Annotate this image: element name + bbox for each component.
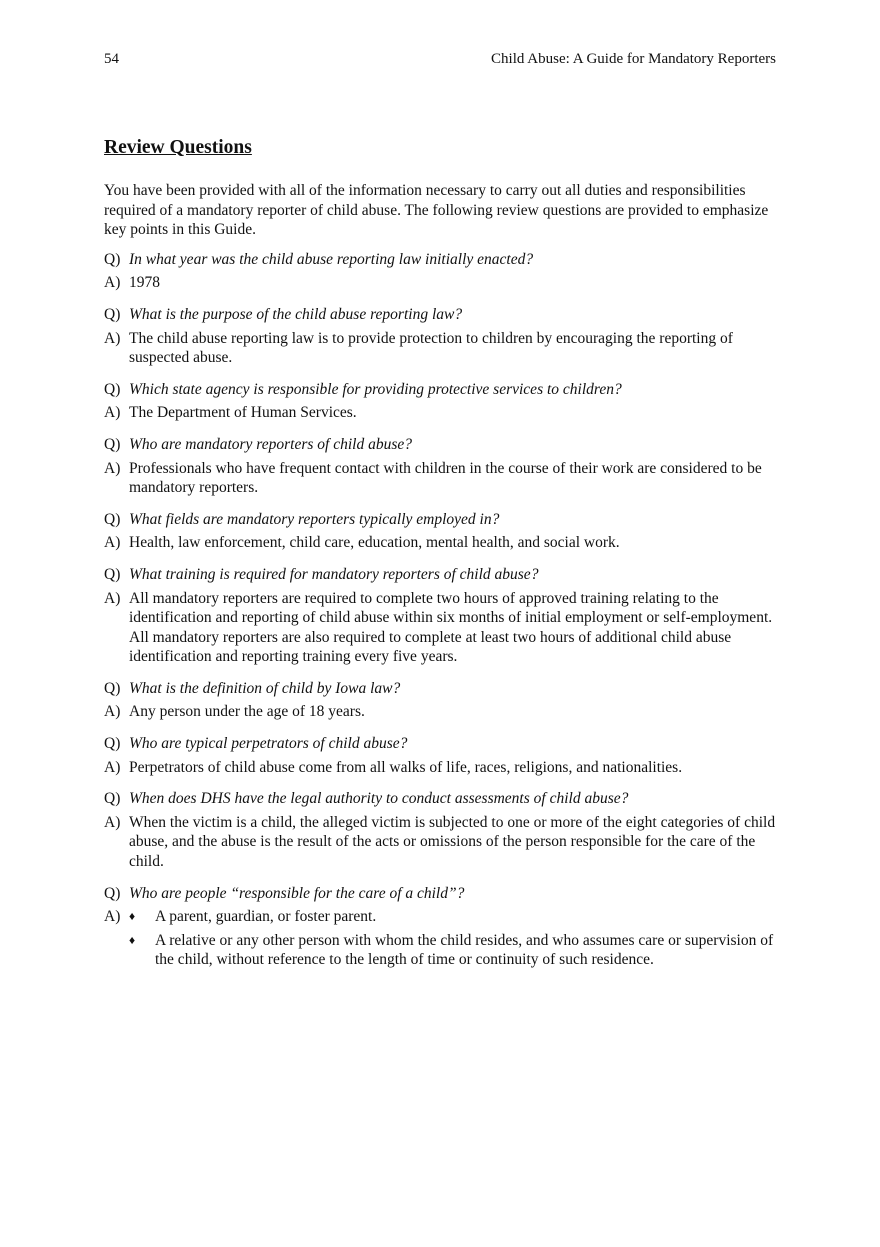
answer [104, 758, 776, 778]
answer-label: A) [104, 459, 121, 477]
question-text: Who are typical perpetrators of child abuse? [129, 735, 408, 753]
answer-label: A) [104, 329, 121, 347]
qa-item [104, 250, 776, 293]
answer [104, 273, 776, 293]
answer-text: Professionals who have frequent contact with children in the course of their work are considered to be mandatory reporters. [129, 459, 762, 497]
answer [104, 459, 776, 498]
answer-label: A) [104, 758, 121, 776]
question [104, 565, 776, 585]
qa-item [104, 435, 776, 498]
answer-text: The child abuse reporting law is to provide protection to children by encouraging the reporting of suspected abuse. [129, 329, 733, 367]
question-text: When does DHS have the legal authority to conduct assessments of child abuse? [129, 790, 629, 808]
qa-item [104, 679, 776, 722]
answer [104, 329, 776, 368]
answer-text: Any person under the age of 18 years. [129, 703, 365, 721]
answer-text: Health, law enforcement, child care, education, mental health, and social work. [129, 534, 620, 552]
bullet-text: A parent, guardian, or foster parent. [155, 908, 377, 926]
running-title: Child Abuse: A Guide for Mandatory Reporters [491, 51, 776, 67]
answer [104, 589, 776, 667]
question-text: What training is required for mandatory reporters of child abuse? [129, 565, 539, 583]
question [104, 789, 776, 809]
question [104, 510, 776, 530]
question [104, 305, 776, 325]
page-header [104, 51, 776, 68]
qa-item [104, 305, 776, 368]
question-text: In what year was the child abuse reporting law initially enacted? [129, 250, 534, 268]
question-text: Who are mandatory reporters of child abuse? [129, 435, 412, 453]
qa-item [104, 510, 776, 553]
diamond-bullet-icon: ♦ [129, 932, 136, 947]
intro-paragraph: You have been provided with all of the information necessary to carry out all duties and responsibilities required of a mandatory reporter of child abuse. The following review questions are provided to emphasize key points in this Guide. [104, 182, 769, 239]
bullet-item [129, 931, 776, 970]
answer [104, 702, 776, 722]
diamond-bullet-icon: ♦ [129, 909, 136, 924]
bullet-text: A relative or any other person with whom the child resides, and who assumes care or supervision of the child, without reference to the length of time or continuity of such residence. [155, 931, 774, 969]
question-label: Q) [104, 380, 121, 398]
answer-text: Perpetrators of child abuse come from all walks of life, races, religions, and nationalities. [129, 758, 683, 776]
qa-item [104, 380, 776, 423]
question-text: What is the definition of child by Iowa law? [129, 679, 401, 697]
qa-item [104, 565, 776, 667]
question [104, 679, 776, 699]
answer-bullets [129, 907, 776, 974]
bullet-item [129, 907, 776, 927]
question [104, 435, 776, 455]
question-label: Q) [104, 510, 121, 528]
question-text: Which state agency is responsible for providing protective services to children? [129, 380, 622, 398]
question-label: Q) [104, 305, 121, 323]
question [104, 884, 776, 904]
answer [104, 533, 776, 553]
question-label: Q) [104, 565, 121, 583]
section-title: Review Questions [104, 137, 252, 158]
answer-label: A) [104, 534, 121, 552]
question-label: Q) [104, 250, 121, 268]
question-label: Q) [104, 735, 121, 753]
answer-label: A) [104, 274, 121, 292]
qa-item [104, 734, 776, 777]
answer-text: The Department of Human Services. [129, 404, 357, 422]
answer [104, 403, 776, 423]
answer-label: A) [104, 813, 121, 831]
content [104, 181, 776, 986]
question-label: Q) [104, 884, 121, 902]
question-text: Who are people “responsible for the care of a child”? [129, 884, 465, 902]
question [104, 734, 776, 754]
question-label: Q) [104, 790, 121, 808]
answer-label: A) [104, 589, 121, 607]
answer-label: A) [104, 908, 121, 926]
qa-item [104, 789, 776, 871]
answer-text: 1978 [129, 274, 160, 292]
question-text: What fields are mandatory reporters typically employed in? [129, 510, 500, 528]
question [104, 250, 776, 270]
answer-text: When the victim is a child, the alleged victim is subjected to one or more of the eight categories of child abuse, and the abuse is the result of the acts or omissions of the person responsible for the care of the child. [129, 813, 776, 871]
question-text: What is the purpose of the child abuse reporting law? [129, 305, 463, 323]
answer [104, 813, 776, 872]
qa-item [104, 884, 776, 974]
qa-list [104, 250, 776, 974]
page-number: 54 [104, 51, 119, 67]
question-label: Q) [104, 679, 121, 697]
question-label: Q) [104, 435, 121, 453]
answer [104, 907, 776, 974]
answer-text: All mandatory reporters are required to complete two hours of approved training relating to the identification and reporting of child abuse within six months of initial employment or self-employment. All mandatory reporters are also required to complete at least two hours of additional child abuse identification and reporting training every five years. [129, 589, 773, 666]
question [104, 380, 776, 400]
answer-label: A) [104, 404, 121, 422]
answer-label: A) [104, 703, 121, 721]
